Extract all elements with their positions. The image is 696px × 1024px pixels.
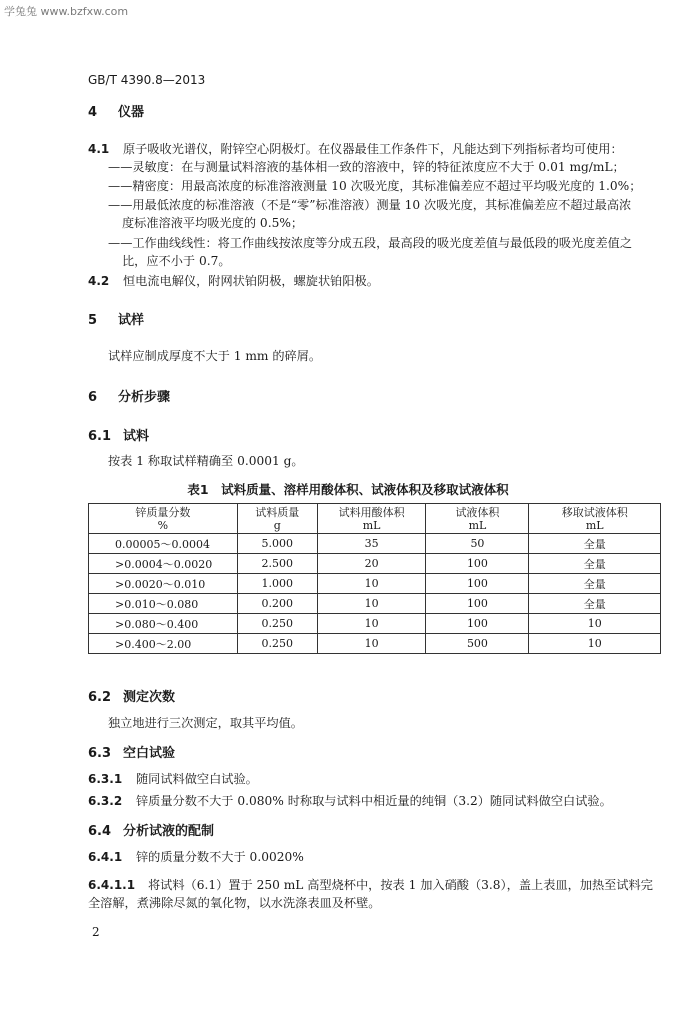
clause-4-1-line-3: ——精密度：用最高浓度的标准溶液测量 10 次吸光度，其标准偏差应不超过平均吸光度的 1.0%； xyxy=(108,179,642,193)
table-cell: 20 xyxy=(317,554,426,574)
clause-6-4-1 xyxy=(88,848,304,865)
table-row xyxy=(89,614,661,634)
table-cell: 10 xyxy=(317,634,426,654)
table-row xyxy=(89,574,661,594)
table-row xyxy=(89,594,661,614)
clause-text: 恒电流电解仪，附网状铂阴极，螺旋状铂阳极。 xyxy=(123,274,379,288)
table-cell: 全量 xyxy=(529,594,661,614)
clause-number: 6.4 xyxy=(88,824,112,839)
clause-number: 4.1 xyxy=(88,142,110,156)
table-row xyxy=(89,554,661,574)
table-cell: >0.0020～0.010 xyxy=(89,574,238,594)
clause-title: 分析试液的配制 xyxy=(123,824,215,839)
clause-6-4-1-1-line-1 xyxy=(88,876,653,893)
section-title: 仪器 xyxy=(118,105,145,120)
table-cell: 0.250 xyxy=(237,614,317,634)
table-cell: 10 xyxy=(529,614,661,634)
section-5-text: 试样应制成厚度不大于 1 mm 的碎屑。 xyxy=(108,349,322,363)
section-number: 6 xyxy=(88,390,98,405)
table-cell: 100 xyxy=(426,574,529,594)
clause-number: 6.1 xyxy=(88,429,112,444)
table-row xyxy=(89,534,661,554)
clause-6-1-text: 按表 1 称取试样精确至 0.0001 g。 xyxy=(108,454,304,468)
clause-number: 6.4.1 xyxy=(88,850,123,864)
table-cell: 10 xyxy=(317,574,426,594)
clause-text: 锌质量分数不大于 0.080% 时称取与试料中相近量的纯铜（3.2）随同试料做空白试验。 xyxy=(136,794,612,808)
section-number: 4 xyxy=(88,105,98,120)
clause-text: 随同试料做空白试验。 xyxy=(136,772,258,786)
table-cell: 全量 xyxy=(529,554,661,574)
clause-number: 6.3.1 xyxy=(88,772,123,786)
table-cell: 10 xyxy=(317,614,426,634)
sample-table xyxy=(88,503,661,654)
table-cell: 100 xyxy=(426,614,529,634)
clause-6-1-heading xyxy=(88,425,149,444)
clause-number: 6.3.2 xyxy=(88,794,123,808)
section-title: 分析步骤 xyxy=(118,390,171,405)
clause-4-1-line-7: 比，应不小于 0.7。 xyxy=(122,254,231,268)
table-row xyxy=(89,634,661,654)
clause-4-1-line-4: ——用最低浓度的标准溶液（不是“零”标准溶液）测量 10 次吸光度，其标准偏差应不超过最高浓 xyxy=(108,198,632,212)
clause-number: 4.2 xyxy=(88,274,110,288)
clause-6-3-1 xyxy=(88,770,258,787)
section-title: 试样 xyxy=(118,313,145,328)
clause-4-1-line-1 xyxy=(88,140,623,157)
table-cell: 0.00005～0.0004 xyxy=(89,534,238,554)
table-cell: 全量 xyxy=(529,574,661,594)
table-cell: 全量 xyxy=(529,534,661,554)
table-cell: 5.000 xyxy=(237,534,317,554)
clause-6-4-heading xyxy=(88,820,214,839)
clause-4-1-line-2: ——灵敏度：在与测量试料溶液的基体相一致的溶液中，锌的特征浓度应不大于 0.01 mg/mL； xyxy=(108,160,625,174)
clause-title: 试料 xyxy=(123,429,150,444)
clause-number: 6.3 xyxy=(88,746,112,761)
table-cell: 35 xyxy=(317,534,426,554)
clause-title: 空白试验 xyxy=(123,746,176,761)
table-cell: 500 xyxy=(426,634,529,654)
table-cell: 50 xyxy=(426,534,529,554)
table-cell: 100 xyxy=(426,554,529,574)
table-header-row xyxy=(89,504,661,534)
table-cell: 0.250 xyxy=(237,634,317,654)
clause-6-2-heading xyxy=(88,686,175,705)
clause-number: 6.2 xyxy=(88,690,112,705)
table-cell: 10 xyxy=(529,634,661,654)
clause-6-4-1-1-line-2: 全溶解，煮沸除尽氮的氧化物，以水洗涤表皿及杯壁。 xyxy=(88,896,381,910)
header-sample-mass: 试料质量 g xyxy=(237,504,317,534)
table-cell: >0.0004～0.0020 xyxy=(89,554,238,574)
table-cell: 2.500 xyxy=(237,554,317,574)
clause-6-3-2 xyxy=(88,792,612,809)
clause-title: 测定次数 xyxy=(123,690,176,705)
table-caption: 表1 试料质量、溶样用酸体积、试液体积及移取试液体积 xyxy=(187,482,509,497)
clause-6-3-heading xyxy=(88,742,175,761)
table-cell: >0.400～2.00 xyxy=(89,634,238,654)
clause-6-2-text: 独立地进行三次测定，取其平均值。 xyxy=(108,716,303,730)
clause-4-2 xyxy=(88,272,379,289)
section-5-heading xyxy=(88,309,144,328)
table-cell: 100 xyxy=(426,594,529,614)
header-solution-volume: 试液体积 mL xyxy=(426,504,529,534)
table-cell: >0.010～0.080 xyxy=(89,594,238,614)
section-number: 5 xyxy=(88,313,98,328)
header-zinc-fraction: 锌质量分数 % xyxy=(89,504,238,534)
header-acid-volume: 试料用酸体积 mL xyxy=(317,504,426,534)
table-cell: >0.080～0.400 xyxy=(89,614,238,634)
clause-4-1-line-5: 度标准溶液平均吸光度的 0.5%； xyxy=(122,216,304,230)
page-number: 2 xyxy=(92,925,100,939)
clause-text: 原子吸收光谱仪，附锌空心阴极灯。在仪器最佳工作条件下，凡能达到下列指标者均可使用： xyxy=(123,142,623,156)
standard-number: GB/T 4390.8—2013 xyxy=(88,73,206,87)
section-6-heading xyxy=(88,386,170,405)
table-cell: 1.000 xyxy=(237,574,317,594)
table-cell: 10 xyxy=(317,594,426,614)
clause-text: 将试料（6.1）置于 250 mL 高型烧杯中，按表 1 加入硝酸（3.8），盖上表皿，加热至试料完 xyxy=(148,878,653,892)
watermark: 学兔兔 www.bzfxw.com xyxy=(4,5,129,18)
table-cell: 0.200 xyxy=(237,594,317,614)
clause-number: 6.4.1.1 xyxy=(88,878,136,892)
header-aliquot-volume: 移取试液体积 mL xyxy=(529,504,661,534)
section-4-heading xyxy=(88,101,144,120)
clause-text: 锌的质量分数不大于 0.0020% xyxy=(136,850,304,864)
clause-4-1-line-6: ——工作曲线线性：将工作曲线按浓度等分成五段，最高段的吸光度差值与最低段的吸光度差值之 xyxy=(108,236,633,250)
